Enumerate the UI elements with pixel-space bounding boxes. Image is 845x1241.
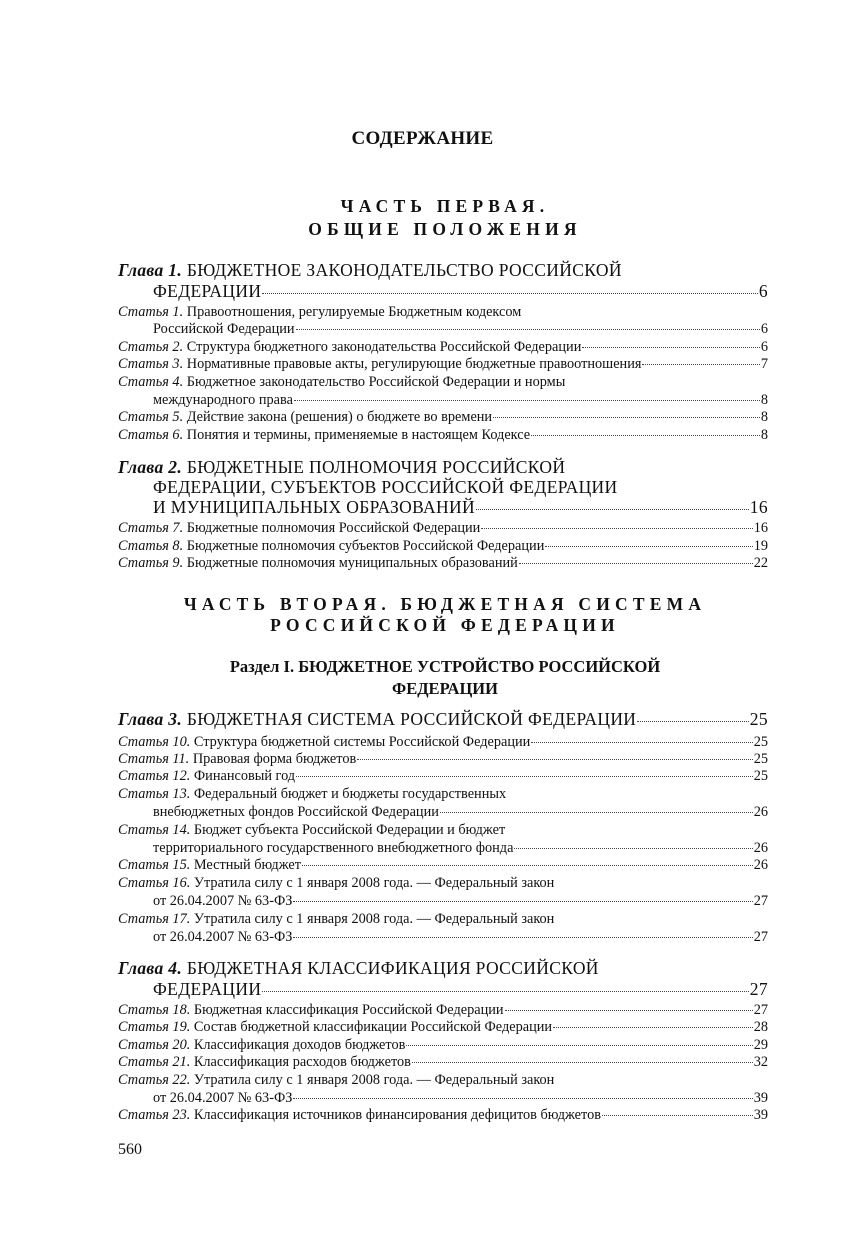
article-1-line1 — [118, 304, 521, 321]
article-13-line1 — [118, 786, 506, 803]
leader-dots — [519, 562, 753, 564]
article-21-text: Классификация расходов бюджетов — [193, 1054, 411, 1070]
article-15-text: Местный бюджет — [193, 857, 301, 873]
leader-dots — [514, 847, 752, 849]
article-18-label: Статья 18. — [118, 1002, 191, 1018]
leader-dots — [357, 758, 752, 760]
article-14-row — [153, 840, 768, 857]
article-21-page: 32 — [753, 1054, 768, 1070]
chapter-4-title-row — [153, 979, 768, 1000]
chapter-2-title-line3: И МУНИЦИПАЛЬНЫХ ОБРАЗОВАНИЙ — [153, 497, 475, 517]
leader-dots — [637, 720, 748, 722]
article-22-line1 — [118, 1072, 554, 1089]
chapter-2-label: Глава 2. — [118, 457, 183, 477]
leader-dots — [642, 363, 759, 365]
leader-dots — [296, 328, 760, 330]
chapter-1-label: Глава 1. — [118, 260, 183, 280]
article-17-page: 27 — [753, 929, 768, 945]
article-19-text: Состав бюджетной классификации Российской Федерации — [193, 1019, 553, 1035]
chapter-2-title-row — [153, 497, 768, 518]
article-4-page: 8 — [760, 392, 768, 408]
section-1-heading-line1: Раздел I. БЮДЖЕТНОЕ УСТРОЙСТВО РОССИЙСКОЙ — [229, 657, 661, 676]
chapter-1-page: 6 — [758, 281, 768, 301]
chapter-4-heading — [118, 958, 599, 979]
leader-dots — [553, 1026, 753, 1028]
article-6-page: 8 — [760, 427, 768, 443]
article-14-text: Бюджет субъекта Российской Федерации и бюджет — [193, 822, 506, 838]
leader-dots — [293, 936, 752, 938]
article-23-row — [118, 1107, 768, 1124]
chapter-1-title-line2: ФЕДЕРАЦИИ — [153, 281, 262, 301]
article-17-text: Утратила силу с 1 января 2008 года. — Федеральный закон — [193, 911, 555, 927]
article-4-text-line2: международного права — [153, 392, 293, 408]
article-13-label: Статья 13. — [118, 786, 191, 802]
article-21-label: Статья 21. — [118, 1054, 191, 1070]
article-6-text: Понятия и термины, применяемые в настоящем Кодексе — [186, 427, 531, 443]
article-3-row — [118, 356, 768, 373]
article-2-text: Структура бюджетного законодательства Российской Федерации — [186, 339, 582, 355]
article-13-row — [153, 804, 768, 821]
chapter-2-title-line1: БЮДЖЕТНЫЕ ПОЛНОМОЧИЯ РОССИЙСКОЙ — [186, 457, 566, 477]
article-20-row — [118, 1037, 768, 1054]
article-16-text: Утратила силу с 1 января 2008 года. — Федеральный закон — [193, 875, 555, 891]
article-7-text: Бюджетные полномочия Российской Федерации — [186, 520, 481, 536]
article-20-label: Статья 20. — [118, 1037, 191, 1053]
article-9-text: Бюджетные полномочия муниципальных образований — [186, 555, 518, 571]
article-5-label: Статья 5. — [118, 409, 184, 425]
leader-dots — [582, 346, 759, 348]
article-8-text: Бюджетные полномочия субъектов Российской Федерации — [186, 538, 545, 554]
leader-dots — [294, 399, 760, 401]
article-1-text: Правоотношения, регулируемые Бюджетным кодексом — [186, 304, 522, 320]
article-17-label: Статья 17. — [118, 911, 191, 927]
chapter-3-page: 25 — [749, 709, 768, 729]
article-22-text-line2: от 26.04.2007 № 63-ФЗ — [153, 1090, 293, 1106]
chapter-3-title: БЮДЖЕТНАЯ СИСТЕМА РОССИЙСКОЙ ФЕДЕРАЦИИ — [186, 709, 637, 729]
leader-dots — [440, 811, 753, 813]
article-9-label: Статья 9. — [118, 555, 184, 571]
chapter-3-label: Глава 3. — [118, 709, 183, 729]
chapter-2-heading — [118, 457, 565, 478]
article-3-label: Статья 3. — [118, 356, 184, 372]
part-two-heading-line2: РОССИЙСКОЙ ФЕДЕРАЦИИ — [270, 615, 620, 635]
article-17-row — [153, 929, 768, 946]
article-19-page: 28 — [753, 1019, 768, 1035]
leader-dots — [296, 775, 753, 777]
chapter-4-page: 27 — [749, 979, 768, 999]
article-4-label: Статья 4. — [118, 374, 184, 390]
article-9-row — [118, 555, 768, 572]
leader-dots — [293, 1097, 752, 1099]
article-5-row — [118, 409, 768, 426]
article-4-row — [153, 392, 768, 409]
leader-dots — [531, 434, 760, 436]
article-12-row — [118, 768, 768, 785]
chapter-1-title-line1: БЮДЖЕТНОЕ ЗАКОНОДАТЕЛЬСТВО РОССИЙСКОЙ — [186, 260, 622, 280]
part-two-heading-line1: ЧАСТЬ ВТОРАЯ. БЮДЖЕТНАЯ СИСТЕМА — [183, 594, 707, 614]
leader-dots — [545, 545, 752, 547]
contents-title: СОДЕРЖАНИЕ — [351, 128, 494, 149]
page-number: 560 — [118, 1141, 142, 1158]
section-1-heading-line2: ФЕДЕРАЦИИ — [392, 679, 498, 698]
article-11-text: Правовая форма бюджетов — [192, 751, 357, 767]
article-13-page: 26 — [753, 804, 768, 820]
chapter-1-heading — [118, 260, 622, 281]
chapter-2-title-line2: ФЕДЕРАЦИИ, СУБЪЕКТОВ РОССИЙСКОЙ ФЕДЕРАЦИИ — [153, 477, 618, 497]
chapter-4-title-line2: ФЕДЕРАЦИИ — [153, 979, 262, 999]
article-9-page: 22 — [753, 555, 768, 571]
article-14-label: Статья 14. — [118, 822, 191, 838]
article-21-row — [118, 1054, 768, 1071]
article-14-line1 — [118, 822, 505, 839]
article-8-row — [118, 538, 768, 555]
article-3-page: 7 — [760, 356, 768, 372]
chapter-4-title-line1: БЮДЖЕТНАЯ КЛАССИФИКАЦИЯ РОССИЙСКОЙ — [186, 958, 599, 978]
article-19-label: Статья 19. — [118, 1019, 191, 1035]
article-22-label: Статья 22. — [118, 1072, 191, 1088]
article-1-label: Статья 1. — [118, 304, 184, 320]
article-10-label: Статья 10. — [118, 734, 191, 750]
leader-dots — [602, 1114, 753, 1116]
article-22-page: 39 — [753, 1090, 768, 1106]
article-10-page: 25 — [753, 734, 768, 750]
leader-dots — [293, 900, 752, 902]
article-16-page: 27 — [753, 893, 768, 909]
article-6-label: Статья 6. — [118, 427, 184, 443]
article-18-row — [118, 1002, 768, 1019]
article-22-row — [153, 1090, 768, 1107]
article-7-row — [118, 520, 768, 537]
article-11-label: Статья 11. — [118, 751, 190, 767]
leader-dots — [481, 527, 752, 529]
article-10-text: Структура бюджетной системы Российской Федерации — [193, 734, 531, 750]
article-16-label: Статья 16. — [118, 875, 191, 891]
leader-dots — [505, 1009, 753, 1011]
article-2-page: 6 — [760, 339, 768, 355]
article-4-text: Бюджетное законодательство Российской Федерации и нормы — [186, 374, 566, 390]
article-5-text: Действие закона (решения) о бюджете во времени — [186, 409, 493, 425]
article-15-page: 26 — [753, 857, 768, 873]
article-18-page: 27 — [753, 1002, 768, 1018]
article-15-label: Статья 15. — [118, 857, 191, 873]
article-8-label: Статья 8. — [118, 538, 184, 554]
article-11-page: 25 — [753, 751, 768, 767]
article-14-text-line2: территориального государственного внебюджетного фонда — [153, 840, 514, 856]
article-8-page: 19 — [753, 538, 768, 554]
article-19-row — [118, 1019, 768, 1036]
chapter-1-title-row — [153, 281, 768, 302]
chapter-3-title-row — [118, 709, 768, 730]
article-20-text: Классификация доходов бюджетов — [193, 1037, 406, 1053]
leader-dots — [262, 990, 748, 992]
leader-dots — [262, 292, 758, 294]
article-2-label: Статья 2. — [118, 339, 184, 355]
article-13-text-line2: внебюджетных фондов Российской Федерации — [153, 804, 439, 820]
article-20-page: 29 — [753, 1037, 768, 1053]
article-12-text: Финансовый год — [193, 768, 296, 784]
article-23-text: Классификация источников финансирования дефицитов бюджетов — [193, 1107, 601, 1123]
chapter-4-label: Глава 4. — [118, 958, 183, 978]
article-7-label: Статья 7. — [118, 520, 184, 536]
article-22-text: Утратила силу с 1 января 2008 года. — Федеральный закон — [193, 1072, 555, 1088]
leader-dots — [412, 1061, 753, 1063]
article-11-row — [118, 751, 768, 768]
leader-dots — [406, 1044, 752, 1046]
article-23-page: 39 — [753, 1107, 768, 1123]
part-one-heading-line1: ЧАСТЬ ПЕРВАЯ. — [340, 196, 550, 216]
article-17-text-line2: от 26.04.2007 № 63-ФЗ — [153, 929, 293, 945]
leader-dots — [302, 864, 753, 866]
article-3-text: Нормативные правовые акты, регулирующие бюджетные правоотношения — [186, 356, 642, 372]
article-23-label: Статья 23. — [118, 1107, 191, 1123]
leader-dots — [476, 508, 749, 510]
article-1-page: 6 — [760, 321, 768, 337]
chapter-2-page: 16 — [749, 497, 768, 517]
article-2-row — [118, 339, 768, 356]
article-5-page: 8 — [760, 409, 768, 425]
article-13-text: Федеральный бюджет и бюджеты государственных — [193, 786, 507, 802]
article-6-row — [118, 427, 768, 444]
article-16-text-line2: от 26.04.2007 № 63-ФЗ — [153, 893, 293, 909]
article-16-line1 — [118, 875, 554, 892]
article-10-row — [118, 734, 768, 751]
article-17-line1 — [118, 911, 554, 928]
article-1-text-line2: Российской Федерации — [153, 321, 295, 337]
leader-dots — [493, 416, 760, 418]
part-one-heading-line2: ОБЩИЕ ПОЛОЖЕНИЯ — [308, 219, 582, 239]
article-1-row — [153, 321, 768, 338]
article-7-page: 16 — [753, 520, 768, 536]
article-14-page: 26 — [753, 840, 768, 856]
article-12-page: 25 — [753, 768, 768, 784]
article-15-row — [118, 857, 768, 874]
leader-dots — [531, 741, 752, 743]
article-12-label: Статья 12. — [118, 768, 191, 784]
article-16-row — [153, 893, 768, 910]
article-18-text: Бюджетная классификация Российской Федерации — [193, 1002, 504, 1018]
article-4-line1 — [118, 374, 565, 391]
